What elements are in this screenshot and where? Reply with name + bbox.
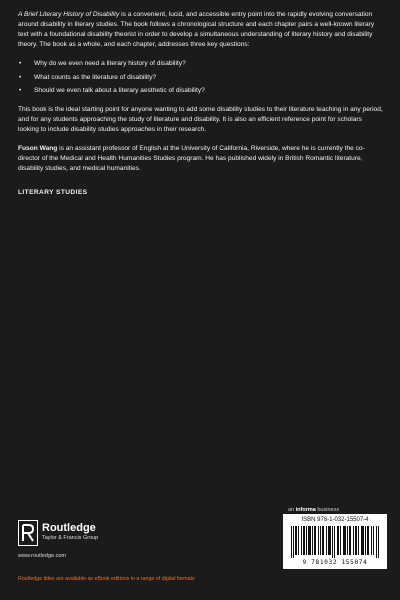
informa-tagline: an informa business xyxy=(288,507,340,513)
isbn-barcode xyxy=(283,514,387,569)
barcode-bars xyxy=(291,526,379,558)
publisher-group: Taylor & Francis Group xyxy=(42,535,99,541)
key-questions-list xyxy=(18,59,384,97)
barcode-digits: 9 781032 155074 xyxy=(302,559,368,566)
question-text: Should we even talk about a literary aesthetic of disability? xyxy=(34,87,205,95)
author-bio xyxy=(18,144,384,174)
author-name: Fuson Wang xyxy=(18,145,58,153)
back-cover-text xyxy=(18,10,384,198)
intro-text: is a convenient, lucid, and accessible entry point into the rapidly evolving conversation around disability in literary studies. The book follows a chronological structure and each chapter pairs a well-known literary text with a foundational disability theorist in order to develop a simultaneous understanding of literary history and disability theory. The book as a whole, and each chapter, addresses three key questions: xyxy=(18,11,375,48)
book-title: A Brief Literary History of Disability xyxy=(18,11,120,18)
list-item xyxy=(18,59,384,69)
intro-paragraph xyxy=(18,10,384,50)
routledge-logo-icon xyxy=(18,520,38,546)
publisher-name: Routledge xyxy=(42,522,96,534)
bullet-icon: • xyxy=(19,87,22,95)
list-item xyxy=(18,73,384,83)
bullet-icon: • xyxy=(19,59,22,67)
ebook-availability-note: Routledge titles are available as eBook editions in a range of digital formats xyxy=(18,576,195,582)
question-text: Why do we even need a literary history of disability? xyxy=(34,59,186,67)
bullet-icon: • xyxy=(19,73,22,81)
subject-category: LITERARY STUDIES xyxy=(18,188,88,196)
audience-paragraph: This book is the ideal starting point for anyone wanting to add some disability studies to their literature teaching in any period, and for any students approaching the study of literature and disability. It is also an efficient reference point for scholars looking to include disability studies approaches in their research. xyxy=(18,106,383,134)
isbn-number: ISBN 978-1-032-15507-4 xyxy=(301,517,369,523)
list-item xyxy=(18,86,384,96)
publisher-logo-block xyxy=(18,520,168,560)
author-bio-text: is an assistant professor of English at the University of California, Riverside, where he is currently the co-director of the Medical and Health Humanities Studies program. He has published widely in British Romantic literature, disability studies, and medical humanities. xyxy=(18,145,365,172)
informa-brand: informa xyxy=(295,507,316,513)
publisher-website: www.routledge.com xyxy=(18,553,66,559)
question-text: What counts as the literature of disability? xyxy=(34,73,157,81)
